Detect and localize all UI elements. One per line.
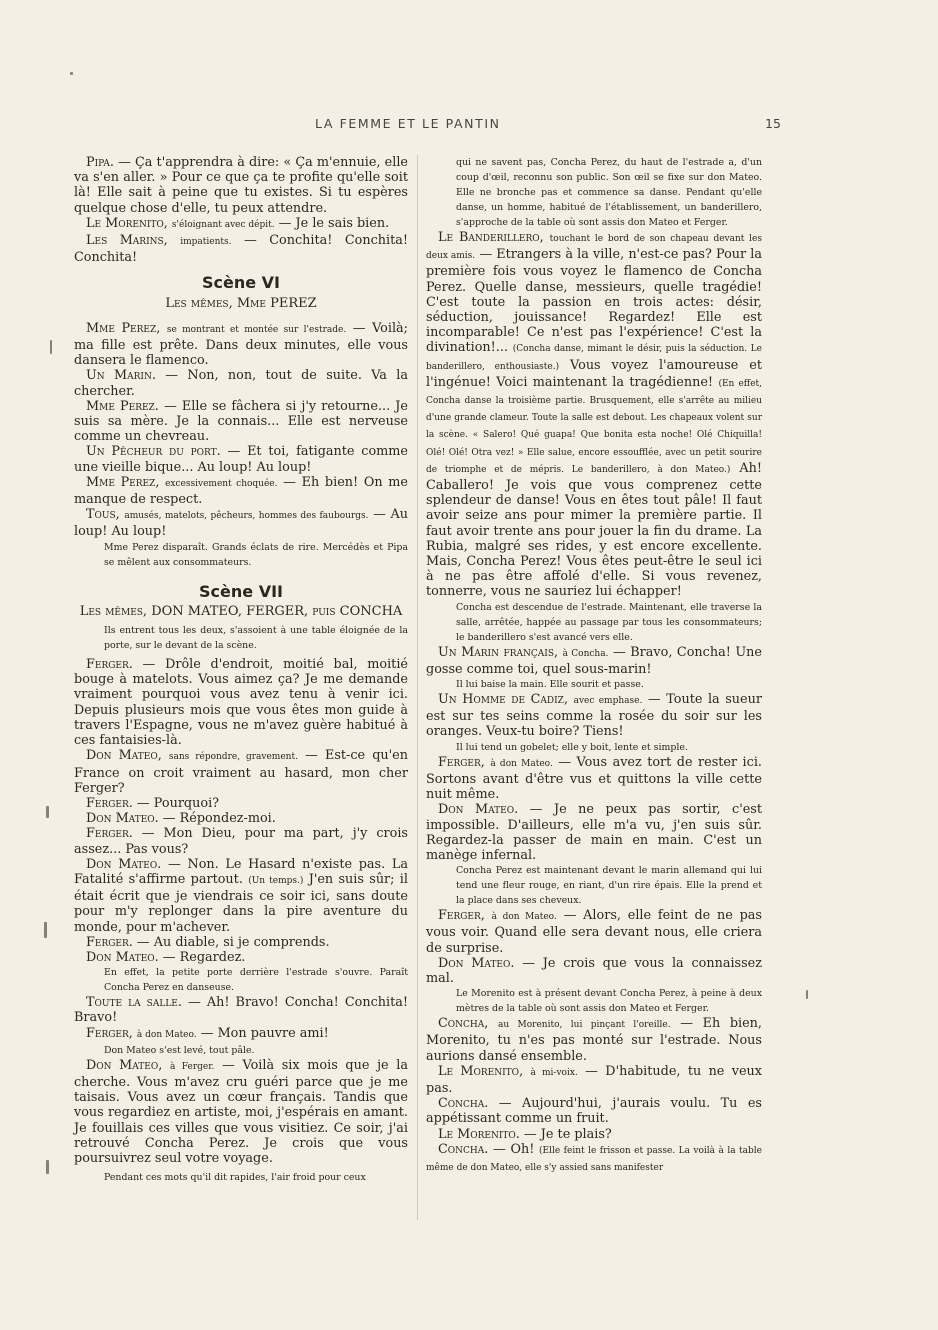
dialogue-line [426, 1127, 762, 1142]
speech: Vous voyez l'amoureuse et l'ingénue! Voici maintenant la tragédienne! [426, 357, 762, 390]
speaker: Le Banderillero, [438, 230, 544, 245]
speaker: Toute la salle. [86, 995, 182, 1011]
speech: — Non. Le Hasard n'existe pas. La Fatalité s'affirme partout. [74, 856, 408, 887]
stage-direction: (Un temps.) [248, 875, 304, 886]
speaker: Don Mateo. [438, 955, 515, 971]
speech: Ah! Caballero! Je vois que vous comprenez cette splendeur de danse! Vous en êtes tout pâle! Il faut avoir seize ans pour mimer la première partie. Il faut avoir trente ans pour jouer la fin du drame. La Rubia, malgré ses rides, y est encore excellente. Mais, Concha Perez! Vous êtes peut-être le seul ici à ne pas être affolé d'elle. Si vous revenez, tonnerre, vous ne sauriez lui échapper! [426, 460, 763, 600]
speech: — Au diable, si je comprends. [132, 934, 330, 950]
speech: — Etrangers à la ville, n'est-ce pas? Pour la première fois vous voyez le flamenco de Concha Perez. Quelle danse, messieurs, quelle tragédie! C'est toute la passion en trois actes: désir, séduction, jouissance! Regardez! Elle est incomparable! Ce n'est pas l'expérience! C'est la divination!... [426, 247, 763, 356]
right-column [426, 155, 762, 1176]
speaker: Ferger. [86, 657, 133, 673]
speaker: Le Morenito, [86, 215, 168, 231]
dialogue-line [74, 233, 408, 265]
speaker: Concha, [438, 1016, 489, 1032]
speech: — Eh bien! On me manque de respect. [74, 474, 408, 508]
dialogue-line [426, 956, 762, 986]
stage-direction: à don Mateo. [490, 758, 553, 769]
dialogue-line [74, 507, 408, 539]
speaker: Un Homme de Cadiz, [438, 692, 569, 708]
dialogue-line [74, 475, 408, 507]
speech: — Alors, elle feint de ne pas vous voir. Quand elle sera devant nous, elle criera de surprise. [426, 908, 762, 956]
dialogue-line [426, 1016, 762, 1064]
speech: — Regardez. [158, 949, 246, 965]
speech: — Eh bien, Morenito, tu n'es pas monté sur l'estrade. Nous aurions dansé ensemble. [426, 1016, 762, 1064]
speaker: Concha. [438, 1141, 489, 1157]
dialogue-line [426, 692, 762, 740]
speech: — Je crois que vous la connaissez mal. [426, 955, 762, 986]
stage-direction-block: Il lui tend un gobelet; elle y boit, lente et simple. [456, 741, 688, 753]
speaker: Don Mateo, [86, 1057, 163, 1073]
speaker: Ferger, [438, 754, 485, 770]
stage-direction: s'éloignant avec dépit. [171, 219, 275, 230]
scene-title: Scène VI [201, 273, 280, 293]
speaker: Le Morenito. [438, 1126, 520, 1142]
dialogue-line [426, 908, 762, 956]
stage-direction-block: Le Morenito est à présent devant Concha Perez, à peine à deux mètres de la table où sont assis don Mateo et Ferger. [456, 988, 762, 1015]
dialogue-line [74, 657, 408, 748]
stage-direction: (Concha danse, mimant le désir, puis la séduction. Le banderillero, enthousiaste.) [426, 344, 762, 372]
speaker: Mme Perez, [86, 320, 161, 336]
stage-direction: sans répondre, gravement. [168, 752, 298, 763]
dialogue-line [426, 802, 762, 863]
speaker: Ferger. [86, 795, 133, 811]
speaker: Un Marin français, [438, 644, 559, 660]
speaker: Ferger, [86, 1025, 133, 1041]
dialogue-line [74, 748, 408, 796]
speaker: Concha. [438, 1096, 489, 1112]
stage-direction: touchant le bord de son chapeau devant les deux amis. [426, 234, 762, 262]
dialogue-line [74, 950, 408, 965]
stage-direction: (Elle feint le frisson et passe. La voilà à la table même de don Mateo, elle s'y assied sans manifester [426, 1145, 762, 1173]
speaker: Don Mateo, [86, 748, 162, 764]
scene-title: Scène VII [199, 581, 283, 601]
scene-characters: Les mêmes, DON MATEO, FERGER, puis CONCHA [79, 603, 403, 619]
stage-direction: avec emphase. [573, 696, 643, 707]
speaker: Ferger. [86, 934, 133, 950]
speaker: Don Mateo. [86, 811, 159, 827]
page-blemish [46, 1160, 49, 1174]
dialogue-line [74, 155, 408, 216]
page-blemish [46, 806, 49, 818]
speech: — Et toi, fatigante comme une vieille bique... Au loup! Au loup! [74, 444, 408, 475]
dialogue-line [74, 995, 408, 1025]
speaker: Mme Perez, [86, 474, 160, 490]
dialogue-line [426, 1064, 762, 1096]
stage-direction-block: Concha Perez est maintenant devant le marin allemand qui lui tend une fleur rouge, en riant, d'un rire épais. Elle la prend et la place dans ses cheveux. [456, 865, 762, 907]
speech: — Voilà; ma fille est prête. Dans deux minutes, elle vous dansera le flamenco. [74, 320, 408, 369]
speaker: Don Mateo. [438, 802, 519, 818]
dialogue-line [74, 1058, 408, 1166]
dialogue-line [426, 1142, 762, 1176]
dialogue-line [426, 1096, 762, 1126]
scene-characters: Les mêmes, Mme PEREZ [165, 295, 317, 311]
speaker: Les Marins, [86, 233, 168, 249]
stage-direction-block: Mme Perez disparaît. Grands éclats de rire. Mercédès et Pipa se mêlent aux consommateurs. [104, 541, 408, 568]
page-blemish [70, 72, 73, 75]
speech: — Répondez-moi. [158, 811, 276, 827]
stage-direction-block: Don Mateo s'est levé, tout pâle. [104, 1044, 255, 1056]
dialogue-line [74, 796, 408, 811]
left-column [74, 155, 408, 1185]
speech: — Ah! Bravo! Concha! Conchita! Bravo! [74, 995, 408, 1026]
speech: — Au loup! Au loup! [74, 507, 408, 540]
speaker: Don Mateo. [86, 949, 159, 965]
dialogue-line [426, 230, 762, 600]
speech: — Vous avez tort de rester ici. Sortons avant d'être vus et quittons la ville cette nuit même. [426, 754, 762, 803]
speech: — Elle se fâchera si j'y retourne... Je suis sa mère. Je la connais... Elle est nerveuse comme un chevreau. [74, 398, 408, 445]
page-blemish [50, 340, 52, 354]
speech: — Aujourd'hui, j'aurais voulu. Tu es appétissant comme un fruit. [426, 1096, 762, 1127]
speech: — Est-ce qu'en France on croit vraiment au hasard, mon cher Ferger? [74, 748, 408, 796]
stage-direction: à Ferger. [169, 1061, 215, 1072]
dialogue-line [426, 755, 762, 803]
stage-direction-block: Pendant ces mots qu'il dit rapides, l'air froid pour ceux [104, 1172, 366, 1184]
speech: — Conchita! Conchita! Conchita! [74, 233, 408, 266]
speaker: Un Pêcheur du port. [86, 444, 221, 460]
dialogue-line [426, 645, 762, 677]
stage-direction: à Concha. [562, 648, 609, 659]
speech: — Je ne peux pas sortir, c'est impossible. D'ailleurs, elle m'a vu, j'en suis sûr. Regardez-la passer de main en main. C'est un manège infernal. [426, 802, 762, 863]
stage-direction: à mi-voix. [530, 1067, 578, 1078]
stage-direction: au Morenito, lui pinçant l'oreille. [497, 1020, 671, 1031]
speaker: Mme Perez. [86, 398, 159, 414]
speech: — Toute la sueur est sur tes seins comme la rosée du soir sur les oranges. Veux-tu boire? Tiens! [426, 692, 762, 740]
speaker: Le Morenito, [438, 1063, 524, 1079]
page-blemish [806, 990, 808, 999]
speech: — D'habitude, tu ne veux pas. [426, 1063, 762, 1096]
speech: J'en suis sûr; il était écrit que je viendrais ce soir ici, sans doute pour m'y replonger dans la pire aventure du monde, pour m'achever. [74, 871, 408, 935]
speaker: Don Mateo. [86, 856, 162, 872]
dialogue-line [74, 857, 408, 935]
page-blemish [44, 922, 47, 938]
speech: — Oh! [488, 1141, 540, 1157]
stage-direction: (En effet, Concha danse la troisième partie. Brusquement, elle s'arrête au milieu d'une grande clameur. Toute la salle est debout. Les chapeaux volent sur la scène. « Salero! Qué guapa! Que bonita esta noche! Olé Chiquilla! Olé! Olé! Otra vez! » Elle salue, encore essoufflée, avec un petit sourire de triomphe et de mépris. Le banderillero, à don Mateo.) [426, 378, 763, 475]
stage-direction: excessivement choquée. [165, 478, 278, 489]
dialogue-line [74, 935, 408, 950]
stage-direction-block: qui ne savent pas, Concha Perez, du haut de l'estrade a, d'un coup d'œil, reconnu son public. Son œil se fixe sur don Mateo. Elle ne bronche pas et commence sa danse. Pendant qu'elle danse, un homme, habitué de l'établissement, un banderillero, s'approche de la table où sont assis don Mateo et Ferger. [456, 157, 762, 228]
speaker: Un Marin. [86, 368, 156, 384]
speech: — Pourquoi? [132, 795, 220, 811]
speech: — Je le sais bien. [274, 215, 390, 231]
speaker: Tous, [86, 507, 120, 523]
dialogue-line [74, 1026, 408, 1043]
stage-direction-block: Il lui baise la main. Elle sourit et passe. [456, 679, 644, 691]
stage-direction-block: Ils entrent tous les deux, s'assoient à une table éloignée de la porte, sur le devant de la scène. [104, 625, 408, 652]
speech: — Mon Dieu, pour ma part, j'y crois assez... Pas vous? [74, 826, 408, 857]
speaker: Ferger. [86, 826, 133, 842]
dialogue-line [74, 399, 408, 445]
speaker: Ferger, [438, 908, 485, 924]
dialogue-line [74, 368, 408, 398]
stage-direction: se montrant et montée sur l'estrade. [166, 324, 347, 335]
dialogue-line [74, 826, 408, 856]
stage-direction-block: En effet, la petite porte derrière l'estrade s'ouvre. Paraît Concha Perez en danseuse. [104, 967, 408, 994]
page-number: 15 [765, 116, 781, 131]
speech: — Drôle d'endroit, moitié bal, moitié bouge à matelots. Vous aimez ça? Je me demande vraiment pourquoi vous avez tenu à venir ici. Depuis plusieurs mois que vous êtes mon guide à travers l'Espagne, vous ne m'avez guère habitué à ces fantaisies-là. [74, 657, 408, 749]
speaker: Pipa. [86, 155, 114, 170]
stage-direction-block: Concha est descendue de l'estrade. Maintenant, elle traverse la salle, arrêtée, happée au passage par tous les consommateurs; le banderillero s'est avancé vers elle. [456, 601, 762, 643]
speech: — Bravo, Concha! Une gosse comme toi, quel sous-marin! [426, 644, 762, 677]
speech: — Ça t'apprendra à dire: « Ça m'ennuie, elle va s'en aller. » Pour ce que ça te profite qu'elle soit là! Elle sait à peine que tu existes. Si tu espères quelque chose d'elle, tu peux attendre. [74, 155, 408, 216]
speech: — Mon pauvre ami! [196, 1025, 329, 1041]
dialogue-line [74, 444, 408, 474]
stage-direction: à don Mateo. [491, 912, 557, 923]
dialogue-line [74, 321, 408, 369]
stage-direction: impatients. [180, 237, 232, 248]
stage-direction: amusés, matelots, pêcheurs, hommes des faubourgs. [124, 511, 369, 522]
dialogue-line [74, 216, 408, 233]
column-divider [417, 155, 418, 1220]
dialogue-line [74, 811, 408, 826]
speech: — Je te plais? [519, 1126, 612, 1142]
speech: — Non, non, tout de suite. Va la chercher. [74, 368, 409, 399]
running-title: LA FEMME ET LE PANTIN [315, 116, 501, 131]
running-header [0, 116, 938, 136]
speech: — Voilà six mois que je la cherche. Vous m'avez cru guéri parce que je me taisais. Vous avez un cœur français. Tandis que vous regardiez en artiste, moi, j'espérais en amant. Je fouillais ces villes que vous visitiez. Ce soir, j'ai retrouvé Concha Perez. Je crois que vous poursuivrez seul votre voyage. [74, 1057, 408, 1166]
stage-direction: à don Mateo. [136, 1029, 197, 1040]
